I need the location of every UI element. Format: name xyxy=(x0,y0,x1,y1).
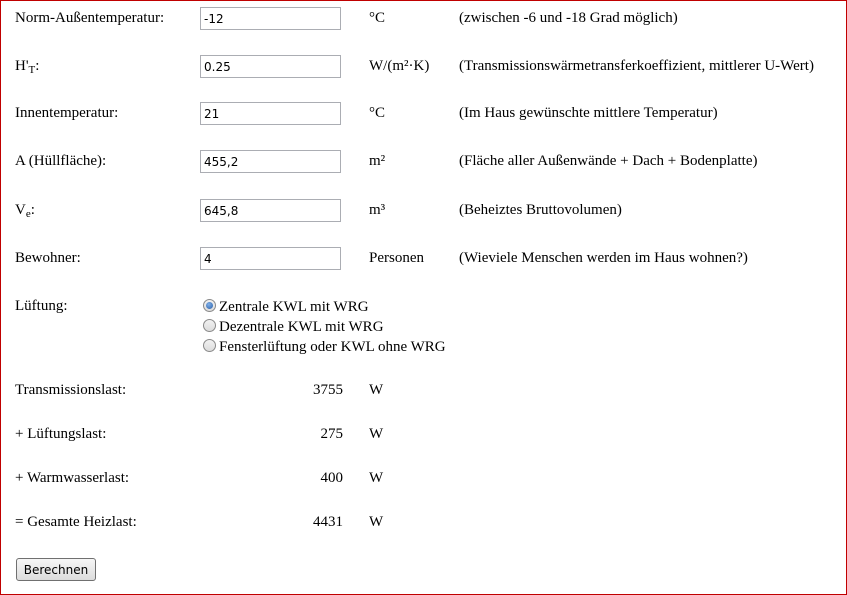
ventilation-label: Lüftung: xyxy=(15,298,68,314)
radio-button-decentral[interactable] xyxy=(203,319,216,332)
result-row-hotwater xyxy=(0,467,847,493)
volume-label: $V_e$: xyxy=(15,202,35,220)
volume-unit: m³ xyxy=(369,202,386,218)
indoor-temp-hint: (Im Haus gewünschte mittlere Temperatur) xyxy=(459,105,718,121)
radio-button-central[interactable] xyxy=(203,299,216,312)
ventilation-radio-group xyxy=(203,297,446,357)
row-ht xyxy=(0,55,847,81)
result-unit-total: W xyxy=(369,514,384,530)
outdoor-temp-unit: °C xyxy=(369,10,386,26)
residents-input[interactable] xyxy=(200,247,341,270)
result-row-total xyxy=(0,511,847,537)
result-label-total: = Gesamte Heizlast: xyxy=(15,514,137,530)
ht-label: $H'_T$: xyxy=(15,58,40,76)
outdoor-temp-hint: (zwischen -6 und -18 Grad möglich) xyxy=(459,10,678,26)
indoor-temp-label: Innentemperatur: xyxy=(15,105,119,121)
row-outdoor-temp xyxy=(0,7,847,33)
volume-input[interactable] xyxy=(200,199,341,222)
radio-option-decentral[interactable] xyxy=(203,317,446,337)
radio-button-window[interactable] xyxy=(203,339,216,352)
envelope-area-input[interactable] xyxy=(200,150,341,173)
result-unit-ventilation: W xyxy=(369,426,384,442)
envelope-area-hint: (Fläche aller Außenwände + Dach + Bodenplatte) xyxy=(459,153,758,169)
ht-input[interactable] xyxy=(200,55,341,78)
residents-unit: Personen xyxy=(369,250,424,266)
residents-label: Bewohner: xyxy=(15,250,81,266)
result-value-total: 4431 xyxy=(313,514,343,530)
row-indoor-temp xyxy=(0,102,847,128)
calculate-button[interactable]: Berechnen xyxy=(16,558,96,581)
row-volume xyxy=(0,199,847,225)
radio-option-window[interactable] xyxy=(203,337,446,357)
envelope-area-label: A (Hüllfläche): xyxy=(15,153,107,169)
result-value-hotwater: 400 xyxy=(320,470,343,486)
indoor-temp-unit: °C xyxy=(369,105,386,121)
radio-label-central[interactable]: Zentrale KWL mit WRG xyxy=(219,299,369,315)
radio-option-central[interactable] xyxy=(203,297,446,317)
radio-label-decentral[interactable]: Dezentrale KWL mit WRG xyxy=(219,319,384,335)
residents-hint: (Wieviele Menschen werden im Haus wohnen?) xyxy=(459,250,748,266)
row-envelope-area xyxy=(0,150,847,176)
result-value-transmission: 3755 xyxy=(313,382,343,398)
ht-hint: (Transmissionswärmetransferkoeffizient, mittlerer U-Wert) xyxy=(459,58,814,74)
result-unit-transmission: W xyxy=(369,382,384,398)
result-unit-hotwater: W xyxy=(369,470,384,486)
ht-unit: W/(m²·K) xyxy=(369,58,430,74)
result-row-ventilation xyxy=(0,423,847,449)
envelope-area-unit: m² xyxy=(369,153,386,169)
result-value-ventilation: 275 xyxy=(320,426,343,442)
outdoor-temp-label: Norm-Außentemperatur: xyxy=(15,10,165,26)
radio-label-window[interactable]: Fensterlüftung oder KWL ohne WRG xyxy=(219,339,446,355)
result-label-hotwater: + Warmwasserlast: xyxy=(15,470,130,486)
row-residents xyxy=(0,247,847,273)
result-row-transmission xyxy=(0,379,847,405)
volume-hint: (Beheiztes Bruttovolumen) xyxy=(459,202,622,218)
outdoor-temp-input[interactable] xyxy=(200,7,341,30)
result-label-transmission: Transmissionslast: xyxy=(15,382,127,398)
indoor-temp-input[interactable] xyxy=(200,102,341,125)
result-label-ventilation: + Lüftungslast: xyxy=(15,426,107,442)
